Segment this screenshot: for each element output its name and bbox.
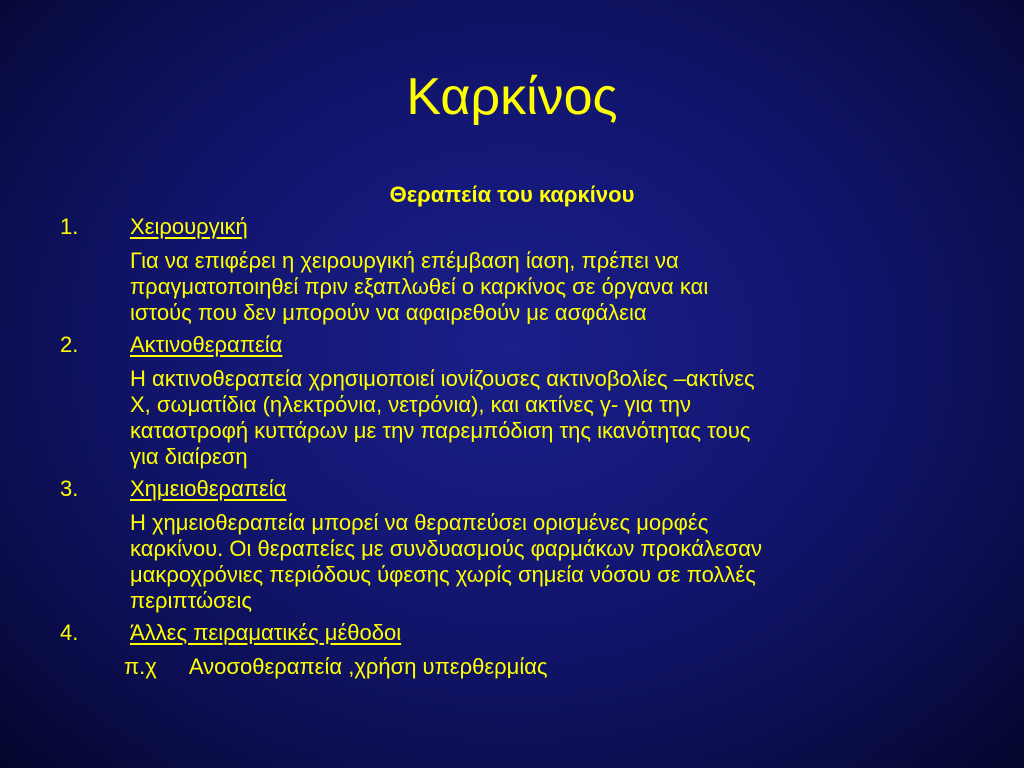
description-line: ιστούς που δεν μπορούν να αφαιρεθούν με ασφάλεια [130,300,647,325]
list-description [60,510,960,614]
list-item-radiotherapy [60,332,960,358]
description-line: Η χημειοθεραπεία μπορεί να θεραπεύσει ορισμένες μορφές [130,510,709,535]
description-line: μακροχρόνιες περιόδους ύφεσης χωρίς σημεία νόσου σε πολλές [130,562,756,587]
slide-body [60,214,960,680]
example-label: π.χ [124,654,157,679]
description-line: για διαίρεση [130,444,248,469]
description-line: πραγματοποιηθεί πριν εξαπλωθεί ο καρκίνος σε όργανα και [130,274,709,299]
description-line: Χ, σωματίδια (ηλεκτρόνια, νετρόνια), και ακτίνες γ- για την [130,392,691,417]
description-line: καρκίνου. Οι θεραπείες με συνδυασμούς φαρμάκων προκάλεσαν [130,536,762,561]
list-item-surgery [60,214,960,240]
list-item-chemotherapy [60,476,960,502]
list-heading: Άλλες πειραματικές μέθοδοι [130,620,402,645]
description-line: περιπτώσεις [130,588,252,613]
description-line: Για να επιφέρει η χειρουργική επέμβαση ίαση, πρέπει να [130,248,679,273]
list-number: 3. [60,476,79,501]
list-heading: Χειρουργική [130,214,248,239]
description-line: καταστροφή κυττάρων με την παρεμπόδιση της ικανότητας τους [130,418,751,443]
list-number: 4. [60,620,79,645]
list-heading: Χημειοθεραπεία [130,476,287,501]
slide-title: Καρκίνος [406,68,618,126]
list-description [60,248,960,326]
list-heading: Ακτινοθεραπεία [130,332,283,357]
example-text: Ανοσοθεραπεία ,χρήση υπερθερμίας [188,654,548,679]
list-number: 1. [60,214,79,239]
description-line: Η ακτινοθεραπεία χρησιμοποιεί ιονίζουσες ακτινοβολίες –ακτίνες [130,366,755,391]
list-description [60,366,960,470]
example-line [60,654,960,680]
list-item-other-methods [60,620,960,646]
list-number: 2. [60,332,79,357]
slide-subtitle: Θεραπεία του καρκίνου [389,182,635,207]
